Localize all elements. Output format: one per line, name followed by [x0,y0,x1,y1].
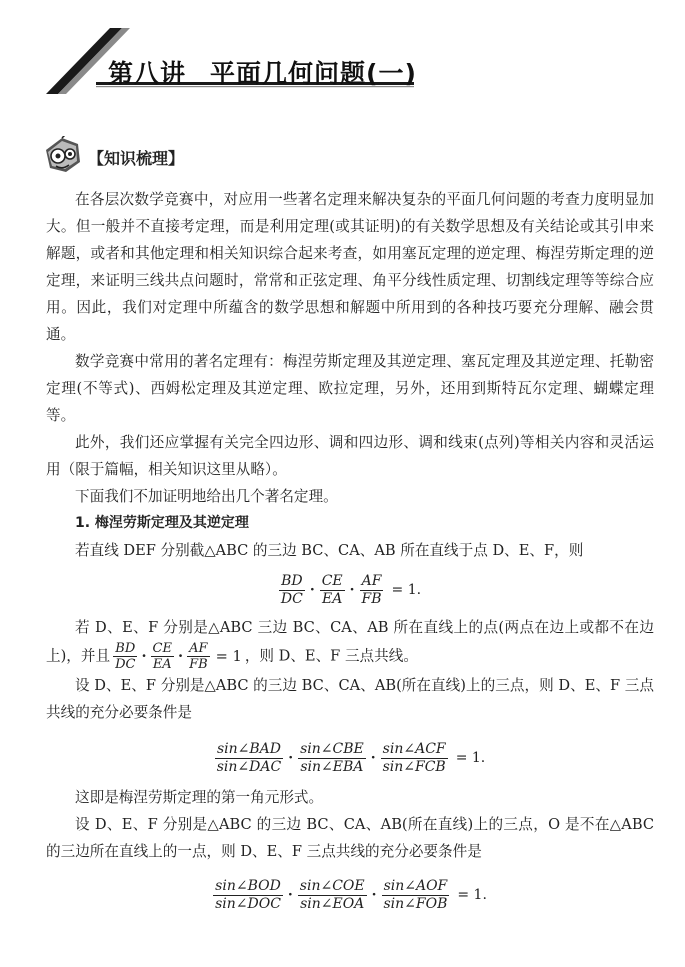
fraction [187,641,210,672]
fraction [213,878,283,913]
fraction [151,641,174,672]
multiply-dot: · [370,750,376,766]
paragraph-angle-form-statement: 设 D、E、F 分别是△ABC 的三边 BC、CA、AB(所在直线)上的三点，则 D、E、F 三点共线的充分必要条件是 [46,677,654,721]
formula-angle-form-1 [46,732,654,784]
multiply-dot: · [287,887,293,903]
chapter-number: 第八讲 [108,59,187,88]
formula-menelaus [46,566,654,614]
equation-rhs: = 1. [391,582,422,598]
fraction [215,741,283,776]
fraction-numerator: CE [152,641,172,656]
converse-text-end: ，则 D、E、F 三点共线。 [244,647,418,665]
paragraph-theorems: 数学竞赛中常用的著名定理有：梅涅劳斯定理及其逆定理、塞瓦定理及其逆定理、托勒密定理(不等式)、西姆松定理及其逆定理、欧拉定理，另外，还用到斯特瓦尔定理、蝴蝶定理等。 [46,353,654,424]
section-label: 【知识梳理】 [88,149,185,168]
paragraph-intro: 在各层次数学竞赛中，对应用一些著名定理来解决复杂的平面几何问题的考查力度明显加大。但一般并不直接考定理，而是利用定理(或其证明)的有关数学思想及有关结论或其引申来解题，或者和其他定理和相关知识综合起来考查，如用塞瓦定理的逆定理、梅涅劳斯定理的逆定理，来证明三线共点问题时，常常和正弦定理、角平分线性质定理、切割线定理等等综合应用。因此，我们对定理中所蕴含的数学思想和解题中所用到的各种技巧要充分理解、融会贯通。 [46,191,654,343]
formula-angle-form-2 [46,869,654,921]
fraction [298,741,366,776]
equation-rhs: = 1. [457,887,487,903]
fraction [298,878,367,913]
fraction [360,573,384,608]
chapter-title [108,54,417,90]
fraction-denominator: sin∠EBA [300,758,364,775]
mascot-icon [42,136,84,176]
fraction [113,641,137,672]
chapter-heading: 平面几何问题(一) [210,59,417,88]
paragraph-extra: 此外，我们还应掌握有关完全四边形、调和四边形、调和线束(点列)等相关内容和灵活运用（限于篇幅，相关知识这里从略）。 [46,434,654,478]
fraction-denominator: sin∠DOC [215,895,281,912]
paragraph-angle-form-note: 这即是梅涅劳斯定理的第一角元形式。 [75,789,324,806]
multiply-dot: · [177,648,184,665]
fraction-denominator: FB [189,657,208,672]
main-content [46,186,654,921]
fraction-denominator: EA [322,590,343,607]
fraction-numerator: CE [321,572,343,589]
fraction-numerator: sin∠BOD [215,877,281,894]
converse-text-start: 若 D、E、F 分别是△ABC 三边 BC、CA、AB 所在直线上的点(两点在边上或都不在边上)，并且 [46,619,654,665]
multiply-dot: · [371,887,377,903]
fraction-numerator: sin∠AOF [383,877,448,894]
section-heading [42,136,342,176]
fraction-denominator: DC [280,590,303,607]
paragraph-menelaus-converse [46,614,654,672]
paragraph-menelaus-statement: 若直线 DEF 分别截△ABC 的三边 BC、CA、AB 所在直线于点 D、E、F，则 [75,542,584,559]
subheading-menelaus: 1. 梅涅劳斯定理及其逆定理 [75,515,249,531]
fraction [381,741,448,776]
fraction-denominator: EA [152,657,172,672]
fraction-denominator: sin∠EOA [300,895,365,912]
fraction-denominator: FB [361,590,382,607]
fraction-numerator: sin∠CBE [300,740,364,757]
paragraph-lead: 下面我们不加证明地给出几个著名定理。 [75,488,338,505]
fraction-numerator: BD [281,572,303,589]
fraction-denominator: sin∠FCB [382,758,446,775]
fraction-denominator: sin∠FOB [383,895,448,912]
multiply-dot: · [288,750,294,766]
fraction-denominator: DC [115,657,136,672]
fraction-numerator: BD [115,641,136,656]
fraction-numerator: sin∠BAD [216,740,281,757]
fraction [279,573,305,608]
fraction-numerator: AF [361,572,382,589]
fraction-numerator: AF [189,641,208,656]
multiply-dot: · [349,582,355,598]
fraction-numerator: sin∠ACF [382,740,446,757]
fraction [320,573,345,608]
multiply-dot: · [309,582,315,598]
paragraph-point-o-statement: 设 D、E、F 分别是△ABC 的三边 BC、CA、AB(所在直线)上的三点，O 是不在△ABC 的三边所在直线上的一点，则 D、E、F 三点共线的充分必要条件是 [46,816,654,860]
fraction [381,878,449,913]
fraction-numerator: sin∠COE [299,877,365,894]
multiply-dot: · [141,648,147,665]
equation-rhs: = 1. [455,750,486,766]
chapter-header [0,0,685,110]
equation-rhs: = 1 [215,648,242,665]
fraction-denominator: sin∠DAC [216,758,282,775]
formula-inline [113,641,242,672]
